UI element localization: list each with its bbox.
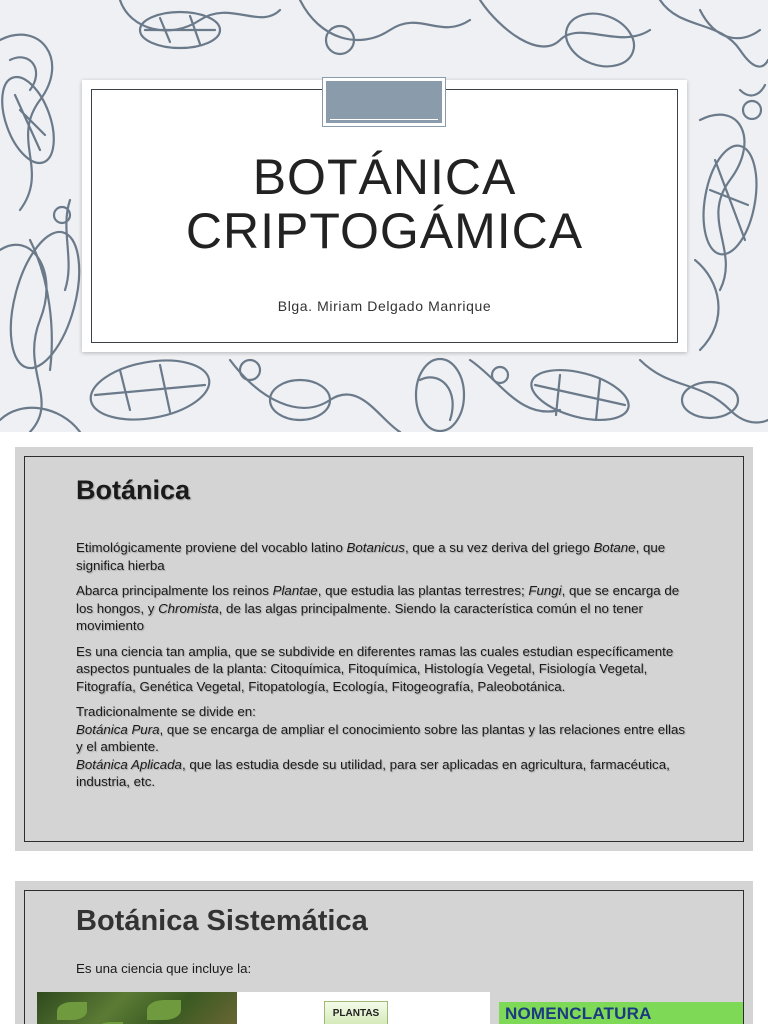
slide-body: [76, 539, 688, 799]
leaf-shape: [147, 1000, 181, 1020]
text-run: , que las estudia desde su utilidad, para ser aplicadas en agricultura, farmacéutica, industria, etc.: [76, 756, 670, 789]
plant-photo: [37, 992, 237, 1024]
title-tab-accent: [323, 78, 445, 126]
text-run: Abarca principalmente los reinos: [76, 583, 273, 598]
paragraph-divisions: [76, 703, 688, 791]
italic-term: Plantae: [272, 583, 318, 598]
botanica-slide: [15, 447, 753, 851]
italic-term: Chromista: [158, 600, 219, 616]
slide-title: Botánica: [76, 475, 191, 505]
classification-diagram: [237, 992, 490, 1024]
text-run: Etimológicamente proviene del vocablo latino: [76, 540, 347, 555]
text-run: , que se encarga de los hongos, y: [76, 583, 680, 616]
slide-title: Botánica Sistemática: [76, 905, 368, 937]
slide-frame: [24, 456, 744, 842]
nomenclatura-banner: [499, 1002, 743, 1024]
italic-term: Fungi: [528, 583, 562, 598]
paragraph-kingdoms: [76, 582, 688, 635]
text-run: , que estudia las plantas terrestres;: [317, 583, 529, 598]
italic-term: Botánica Aplicada: [76, 756, 182, 772]
title-card: [82, 80, 687, 352]
text-run: Tradicionalmente se divide en:: [76, 704, 256, 719]
text-run: , que se encarga de ampliar el conocimiento sobre las plantas y las relaciones entre ellas y el ambiente.: [76, 721, 686, 754]
leaf-shape: [57, 1002, 87, 1020]
title-line-2: CRIPTOGÁMICA: [185, 203, 584, 259]
text-run: , que a su vez deriva del griego: [404, 540, 594, 555]
slide-frame: [24, 890, 744, 1024]
author-subtitle: Blga. Miriam Delgado Manrique: [277, 298, 492, 314]
diagram-box-plantas: PLANTAS: [324, 1001, 388, 1024]
italic-term: Botanicus: [346, 540, 405, 555]
botanica-sistematica-slide: [15, 881, 753, 1024]
title-line-1: BOTÁNICA: [252, 149, 517, 205]
nomenclatura-title: NOMENCLATURA: [505, 1004, 651, 1023]
paragraph-etymology: [76, 539, 688, 574]
presentation-title: [82, 150, 687, 258]
paragraph-branches: Es una ciencia tan amplia, que se subdivide en diferentes ramas las cuales estudian específicamente aspectos puntuales de la planta: Citoquímica, Fitoquímica, Histología Vegetal, Fisiología Vegetal, Fitografía, Genética Vegetal, Fitopatología, Ecología, Fitogeografía, Paleobotánica.: [76, 643, 674, 694]
italic-term: Botánica Pura: [76, 721, 160, 737]
slide-intro-text: Es una ciencia que incluye la:: [76, 961, 252, 976]
italic-term: Botane: [593, 540, 636, 555]
text-run: , que significa hierba: [76, 540, 666, 573]
title-slide: [0, 0, 768, 432]
text-run: , de las algas principalmente. Siendo la característica común el no tener movimiento: [76, 600, 643, 633]
